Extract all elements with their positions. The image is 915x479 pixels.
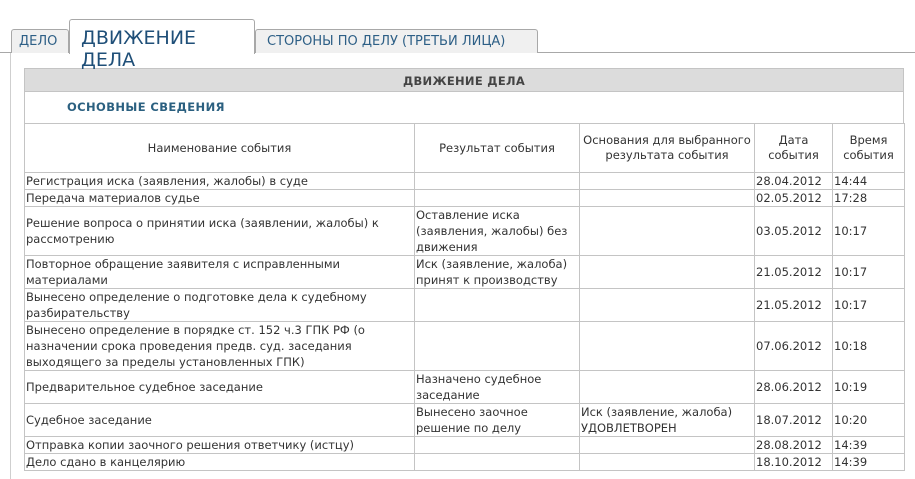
cell-date: 21.05.2012	[755, 256, 833, 289]
cell-basis	[580, 207, 755, 256]
cell-event: Предварительное судебное заседание	[25, 371, 415, 404]
cell-event: Вынесено определение в порядке ст. 152 ч.3 ГПК РФ (о назначении срока проведения предв. суд. заседания выходящего за пределы установленных ГПК)	[25, 322, 415, 371]
col-event-result: Результат события	[415, 124, 580, 173]
col-event-name: Наименование события	[25, 124, 415, 173]
cell-event: Вынесено определение о подготовке дела к судебному разбирательству	[25, 289, 415, 322]
cell-time: 10:18	[833, 322, 905, 371]
cell-date: 18.07.2012	[755, 404, 833, 437]
cell-event: Передача материалов судье	[25, 190, 415, 207]
table-row	[25, 173, 905, 190]
cell-time: 14:39	[833, 437, 905, 454]
table-row	[25, 454, 905, 471]
cell-time: 10:17	[833, 289, 905, 322]
cell-event: Дело сдано в канцелярию	[25, 454, 415, 471]
events-table	[24, 123, 905, 471]
table-row	[25, 256, 905, 289]
cell-result	[415, 173, 580, 190]
cell-basis	[580, 322, 755, 371]
cell-basis	[580, 173, 755, 190]
cell-time: 14:39	[833, 454, 905, 471]
col-event-time: Время события	[833, 124, 905, 173]
cell-event: Отправка копии заочного решения ответчику (истцу)	[25, 437, 415, 454]
cell-date: 07.06.2012	[755, 322, 833, 371]
section-subtitle: ОСНОВНЫЕ СВЕДЕНИЯ	[24, 92, 904, 123]
cell-time: 10:17	[833, 256, 905, 289]
table-row	[25, 289, 905, 322]
cell-event: Судебное заседание	[25, 404, 415, 437]
col-result-basis: Основания для выбранного результата события	[580, 124, 755, 173]
cell-basis	[580, 454, 755, 471]
table-row	[25, 371, 905, 404]
table-row	[25, 437, 905, 454]
section-title: ДВИЖЕНИЕ ДЕЛА	[24, 68, 904, 92]
col-event-date: Дата события	[755, 124, 833, 173]
tab-parties[interactable]: СТОРОНЫ ПО ДЕЛУ (ТРЕТЬИ ЛИЦА)	[255, 29, 538, 53]
cell-basis	[580, 190, 755, 207]
cell-basis	[580, 289, 755, 322]
cell-result	[415, 454, 580, 471]
cell-date: 18.10.2012	[755, 454, 833, 471]
cell-result: Вынесено заочное решение по делу	[415, 404, 580, 437]
cell-basis	[580, 437, 755, 454]
cell-result	[415, 437, 580, 454]
cell-basis	[580, 256, 755, 289]
table-row	[25, 404, 905, 437]
table-row	[25, 207, 905, 256]
cell-date: 28.08.2012	[755, 437, 833, 454]
cell-event: Повторное обращение заявителя с исправленными материалами	[25, 256, 415, 289]
cell-event: Регистрация иска (заявления, жалобы) в суде	[25, 173, 415, 190]
table-row	[25, 322, 905, 371]
cell-time: 14:44	[833, 173, 905, 190]
cell-time: 17:28	[833, 190, 905, 207]
cell-result	[415, 289, 580, 322]
cell-basis: Иск (заявление, жалоба) УДОВЛЕТВОРЕН	[580, 404, 755, 437]
cell-basis	[580, 371, 755, 404]
cell-date: 02.05.2012	[755, 190, 833, 207]
cell-event: Решение вопроса о принятии иска (заявлении, жалобы) к рассмотрению	[25, 207, 415, 256]
table-row	[25, 190, 905, 207]
cell-time: 10:19	[833, 371, 905, 404]
cell-result: Назначено судебное заседание	[415, 371, 580, 404]
cell-result	[415, 322, 580, 371]
cell-date: 03.05.2012	[755, 207, 833, 256]
cell-time: 10:17	[833, 207, 905, 256]
cell-date: 28.06.2012	[755, 371, 833, 404]
cell-time: 10:20	[833, 404, 905, 437]
tab-case[interactable]: ДЕЛО	[11, 29, 69, 53]
cell-date: 28.04.2012	[755, 173, 833, 190]
case-movement-section	[24, 68, 904, 471]
cell-result	[415, 190, 580, 207]
tab-case-movement[interactable]: ДВИЖЕНИЕ ДЕЛА	[69, 19, 255, 54]
table-header-row	[25, 124, 905, 173]
cell-result: Оставление иска (заявления, жалобы) без движения	[415, 207, 580, 256]
cell-date: 21.05.2012	[755, 289, 833, 322]
cell-result: Иск (заявление, жалоба) принят к производству	[415, 256, 580, 289]
